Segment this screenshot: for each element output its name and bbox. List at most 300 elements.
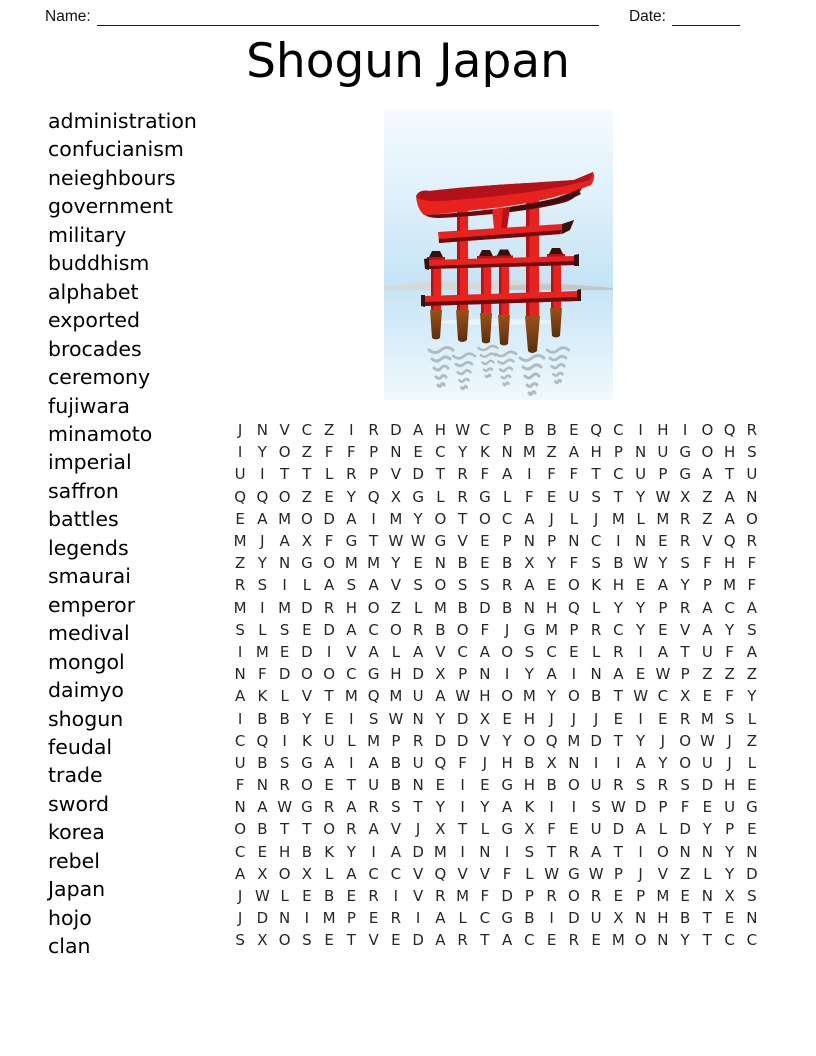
grid-letter: P: [369, 443, 379, 462]
grid-letter: Y: [502, 731, 512, 750]
grid-letter: V: [679, 620, 691, 639]
grid-letter: A: [279, 532, 290, 551]
grid-letter: T: [435, 465, 445, 484]
grid-letter: G: [434, 532, 447, 551]
grid-letter: M: [656, 887, 670, 906]
grid-letter: I: [282, 576, 287, 595]
grid-letter: I: [393, 887, 399, 906]
grid-letter: O: [567, 776, 580, 795]
word-bank-item: confucianism: [48, 137, 184, 162]
grid-letter: J: [237, 887, 243, 906]
grid-letter: A: [657, 576, 668, 595]
grid-letter: U: [234, 753, 246, 772]
grid-letter: E: [569, 820, 579, 839]
grid-letter: P: [658, 465, 668, 484]
grid-letter: D: [746, 864, 758, 883]
grid-letter: E: [658, 532, 668, 551]
grid-letter: P: [458, 665, 468, 684]
grid-letter: Q: [256, 731, 269, 750]
grid-letter: N: [746, 909, 758, 928]
grid-letter: X: [679, 687, 691, 706]
grid-letter: A: [435, 909, 446, 928]
grid-letter: V: [479, 731, 490, 750]
grid-letter: M: [433, 842, 447, 861]
grid-letter: N: [657, 931, 669, 950]
grid-letter: Q: [723, 421, 736, 440]
grid-letter: T: [369, 532, 379, 551]
grid-letter: I: [237, 443, 243, 462]
grid-letter: S: [635, 776, 646, 795]
grid-letter: V: [301, 687, 312, 706]
grid-letter: T: [725, 465, 735, 484]
grid-letter: A: [724, 487, 735, 506]
grid-letter: O: [278, 864, 291, 883]
grid-letter: T: [613, 842, 623, 861]
grid-letter: E: [346, 887, 357, 906]
grid-letter: M: [656, 509, 670, 528]
grid-letter: Y: [680, 576, 690, 595]
grid-letter: E: [480, 554, 490, 573]
grid-letter: O: [567, 576, 580, 595]
grid-letter: T: [591, 465, 601, 484]
grid-letter: R: [368, 798, 379, 817]
grid-letter: W: [277, 798, 293, 817]
grid-letter: V: [412, 864, 424, 883]
grid-letter: N: [390, 443, 402, 462]
grid-letter: G: [746, 798, 758, 817]
grid-letter: A: [435, 687, 446, 706]
grid-letter: Y: [302, 709, 312, 728]
grid-letter: J: [593, 709, 599, 728]
grid-letter: R: [323, 598, 335, 617]
grid-letter: U: [701, 753, 713, 772]
torii-gate-illustration: [384, 110, 613, 400]
grid-letter: B: [457, 598, 468, 617]
name-label: Name:: [45, 8, 91, 25]
grid-letter: Y: [636, 620, 646, 639]
grid-letter: L: [324, 864, 334, 883]
grid-letter: Z: [234, 554, 246, 573]
grid-letter: W: [410, 532, 426, 551]
grid-letter: Z: [301, 487, 313, 506]
grid-letter: P: [658, 798, 668, 817]
grid-letter: Q: [367, 487, 380, 506]
grid-letter: E: [546, 576, 557, 595]
grid-letter: Y: [680, 931, 690, 950]
grid-letter: M: [389, 509, 403, 528]
word-bank-item: emperor: [48, 592, 136, 617]
grid-letter: H: [434, 421, 447, 440]
grid-letter: S: [724, 709, 735, 728]
grid-letter: L: [347, 731, 356, 750]
grid-letter: I: [460, 776, 465, 795]
grid-letter: W: [544, 864, 560, 883]
grid-letter: H: [657, 421, 669, 440]
grid-letter: X: [301, 532, 313, 551]
grid-letter: I: [260, 465, 265, 484]
grid-letter: D: [323, 509, 335, 528]
grid-letter: S: [279, 620, 290, 639]
grid-letter: T: [280, 820, 290, 839]
grid-letter: P: [502, 532, 512, 551]
grid-letter: M: [233, 598, 247, 617]
grid-letter: J: [571, 709, 577, 728]
grid-letter: C: [613, 421, 624, 440]
grid-letter: R: [346, 465, 357, 484]
grid-letter: N: [635, 909, 647, 928]
grid-letter: M: [367, 554, 381, 573]
word-bank-item: military: [48, 222, 127, 247]
grid-letter: K: [591, 576, 602, 595]
grid-letter: I: [237, 642, 243, 661]
grid-letter: P: [502, 421, 512, 440]
grid-letter: R: [323, 798, 335, 817]
grid-letter: Y: [346, 487, 356, 506]
grid-letter: G: [479, 487, 491, 506]
grid-letter: O: [456, 620, 469, 639]
grid-letter: B: [546, 776, 557, 795]
grid-letter: C: [368, 620, 379, 639]
grid-letter: H: [345, 598, 358, 617]
grid-letter: A: [724, 509, 735, 528]
grid-letter: C: [590, 532, 602, 551]
grid-letter: X: [679, 487, 691, 506]
grid-letter: A: [501, 465, 513, 484]
word-search-grid: [229, 419, 763, 952]
grid-letter: S: [747, 887, 757, 906]
grid-letter: A: [501, 798, 513, 817]
grid-letter: O: [634, 931, 647, 950]
grid-letter: S: [591, 554, 601, 573]
grid-letter: R: [412, 620, 424, 639]
torii-gate-graphic: [384, 110, 613, 400]
grid-letter: L: [391, 642, 401, 661]
grid-letter: P: [547, 532, 557, 551]
grid-letter: G: [301, 753, 313, 772]
grid-letter: V: [390, 465, 401, 484]
grid-letter: N: [701, 842, 713, 861]
grid-letter: J: [415, 820, 421, 839]
grid-letter: R: [568, 931, 580, 950]
grid-letter: C: [724, 931, 735, 950]
grid-letter: R: [457, 465, 468, 484]
grid-letter: S: [591, 798, 601, 817]
grid-letter: U: [323, 731, 335, 750]
grid-letter: L: [324, 465, 334, 484]
grid-letter: G: [679, 443, 691, 462]
grid-letter: A: [257, 798, 268, 817]
grid-letter: Z: [702, 509, 713, 528]
grid-letter: J: [260, 532, 265, 551]
grid-letter: A: [590, 842, 602, 861]
grid-letter: D: [479, 598, 491, 617]
grid-letter: M: [611, 931, 625, 950]
grid-letter: X: [613, 909, 624, 928]
grid-letter: A: [368, 576, 379, 595]
grid-letter: N: [679, 842, 691, 861]
grid-letter: V: [457, 532, 468, 551]
grid-letter: Z: [679, 864, 691, 883]
grid-letter: F: [569, 465, 579, 484]
grid-letter: O: [300, 776, 313, 795]
grid-letter: Y: [636, 487, 646, 506]
grid-letter: P: [569, 620, 579, 639]
grid-letter: J: [660, 731, 666, 750]
grid-letter: L: [591, 598, 601, 617]
grid-letter: W: [655, 487, 671, 506]
grid-letter: M: [344, 687, 358, 706]
grid-letter: S: [524, 842, 535, 861]
grid-letter: N: [746, 842, 758, 861]
grid-letter: T: [547, 842, 557, 861]
grid-letter: J: [237, 909, 243, 928]
grid-letter: O: [523, 731, 536, 750]
grid-letter: U: [590, 820, 602, 839]
grid-letter: M: [700, 709, 714, 728]
grid-letter: C: [724, 598, 735, 617]
grid-letter: D: [612, 820, 625, 839]
grid-letter: C: [501, 509, 513, 528]
grid-letter: J: [593, 509, 599, 528]
grid-letter: P: [524, 887, 534, 906]
grid-letter: F: [680, 798, 690, 817]
grid-letter: Z: [702, 487, 713, 506]
grid-letter: A: [702, 465, 713, 484]
grid-letter: B: [257, 820, 268, 839]
grid-letter: N: [412, 776, 424, 795]
word-bank-item: hojo: [48, 905, 92, 930]
grid-letter: R: [346, 820, 357, 839]
grid-letter: B: [524, 753, 535, 772]
grid-letter: A: [501, 931, 513, 950]
grid-letter: E: [569, 421, 579, 440]
grid-letter: L: [413, 598, 423, 617]
grid-letter: N: [279, 909, 291, 928]
grid-letter: E: [413, 554, 423, 573]
grid-letter: E: [368, 909, 379, 928]
grid-letter: D: [412, 842, 424, 861]
grid-letter: S: [480, 576, 490, 595]
grid-letter: M: [233, 532, 247, 551]
grid-letter: B: [323, 887, 335, 906]
grid-letter: P: [702, 576, 712, 595]
grid-letter: A: [746, 642, 757, 661]
grid-letter: H: [657, 909, 669, 928]
grid-letter: S: [368, 709, 379, 728]
grid-letter: A: [435, 931, 446, 950]
grid-letter: H: [479, 687, 491, 706]
grid-letter: B: [590, 687, 602, 706]
grid-letter: U: [412, 753, 424, 772]
word-bank-item: trade: [48, 763, 103, 788]
grid-letter: A: [390, 842, 401, 861]
grid-letter: A: [412, 642, 424, 661]
grid-letter: O: [745, 509, 758, 528]
grid-letter: P: [658, 598, 668, 617]
grid-letter: D: [301, 598, 313, 617]
grid-letter: E: [569, 642, 579, 661]
grid-letter: L: [480, 820, 490, 839]
grid-letter: O: [701, 443, 714, 462]
grid-letter: S: [524, 642, 535, 661]
grid-letter: H: [723, 554, 736, 573]
grid-letter: J: [549, 709, 554, 728]
grid-letter: I: [616, 532, 621, 551]
grid-letter: W: [388, 532, 404, 551]
grid-letter: F: [525, 487, 534, 506]
grid-letter: N: [279, 554, 291, 573]
grid-letter: R: [613, 642, 624, 661]
grid-letter: N: [523, 532, 535, 551]
grid-letter: G: [301, 554, 313, 573]
grid-letter: C: [301, 421, 313, 440]
grid-letter: M: [522, 443, 536, 462]
grid-letter: Y: [658, 554, 668, 573]
grid-letter: O: [300, 665, 313, 684]
grid-letter: L: [258, 620, 267, 639]
grid-letter: B: [279, 709, 290, 728]
grid-letter: A: [635, 820, 646, 839]
grid-letter: D: [456, 731, 469, 750]
grid-letter: D: [412, 465, 424, 484]
grid-letter: C: [234, 731, 246, 750]
word-bank-item: smaurai: [48, 564, 131, 589]
grid-letter: K: [524, 798, 535, 817]
grid-letter: X: [546, 753, 557, 772]
grid-letter: A: [346, 864, 357, 883]
grid-letter: G: [501, 820, 513, 839]
grid-letter: O: [278, 931, 291, 950]
grid-letter: A: [412, 421, 424, 440]
grid-letter: D: [412, 931, 424, 950]
grid-letter: A: [323, 576, 335, 595]
grid-letter: D: [412, 665, 424, 684]
grid-letter: R: [679, 709, 691, 728]
grid-letter: N: [234, 665, 246, 684]
grid-letter: T: [280, 465, 290, 484]
grid-letter: N: [256, 776, 268, 795]
grid-letter: T: [346, 931, 356, 950]
grid-letter: Z: [546, 443, 557, 462]
word-bank-item: administration: [48, 109, 197, 133]
grid-letter: G: [301, 798, 313, 817]
grid-letter: H: [612, 576, 625, 595]
grid-letter: P: [636, 887, 646, 906]
grid-letter: I: [504, 842, 510, 861]
grid-letter: W: [633, 554, 649, 573]
grid-letter: O: [434, 576, 447, 595]
word-bank-list: [48, 107, 197, 961]
grid-letter: U: [724, 798, 736, 817]
grid-letter: W: [455, 421, 471, 440]
grid-letter: T: [480, 931, 490, 950]
grid-letter: A: [234, 687, 246, 706]
grid-letter: T: [413, 798, 423, 817]
grid-letter: I: [415, 909, 421, 928]
word-bank-item: rebel: [48, 848, 100, 873]
grid-letter: O: [323, 554, 336, 573]
grid-letter: E: [747, 820, 757, 839]
grid-letter: C: [479, 421, 491, 440]
grid-letter: A: [746, 598, 757, 617]
grid-letter: T: [458, 820, 468, 839]
grid-letter: R: [746, 421, 758, 440]
grid-letter: J: [237, 421, 243, 440]
grid-letter: R: [546, 887, 557, 906]
grid-letter: Y: [547, 554, 557, 573]
grid-letter: D: [456, 709, 469, 728]
grid-letter: I: [282, 731, 287, 750]
grid-letter: E: [480, 776, 490, 795]
grid-letter: V: [412, 887, 424, 906]
grid-letter: W: [699, 731, 715, 750]
grid-letter: F: [458, 753, 467, 772]
grid-letter: Y: [725, 864, 735, 883]
grid-letter: O: [278, 443, 291, 462]
grid-letter: M: [322, 909, 336, 928]
grid-letter: R: [746, 532, 758, 551]
grid-letter: T: [613, 731, 623, 750]
grid-letter: C: [524, 931, 535, 950]
word-bank-item: exported: [48, 308, 141, 333]
grid-letter: H: [545, 598, 558, 617]
grid-letter: L: [525, 864, 534, 883]
grid-letter: A: [346, 620, 357, 639]
grid-letter: Y: [391, 554, 401, 573]
grid-letter: N: [635, 532, 647, 551]
grid-letter: B: [301, 842, 313, 861]
grid-letter: C: [613, 620, 624, 639]
grid-letter: C: [657, 687, 669, 706]
grid-letter: S: [457, 576, 468, 595]
grid-letter: H: [523, 709, 536, 728]
grid-letter: V: [702, 532, 713, 551]
grid-letter: M: [367, 731, 381, 750]
grid-letter: F: [480, 620, 490, 639]
water: [384, 290, 613, 400]
grid-letter: L: [658, 820, 668, 839]
grid-letter: Y: [547, 687, 557, 706]
grid-letter: D: [256, 909, 269, 928]
center-strut: [492, 207, 510, 229]
grid-letter: X: [435, 665, 446, 684]
grid-letter: G: [568, 864, 580, 883]
grid-letter: R: [590, 887, 602, 906]
grid-letter: A: [702, 598, 713, 617]
grid-letter: H: [501, 753, 513, 772]
word-bank-item: minamoto: [48, 421, 153, 446]
grid-letter: N: [523, 598, 535, 617]
grid-letter: E: [324, 931, 334, 950]
grid-letter: S: [680, 776, 690, 795]
grid-letter: P: [369, 465, 379, 484]
grid-letter: Y: [613, 598, 623, 617]
grid-letter: N: [412, 709, 424, 728]
grid-letter: E: [546, 931, 557, 950]
grid-letter: M: [611, 509, 625, 528]
grid-letter: U: [701, 642, 713, 661]
grid-letter: Y: [658, 753, 668, 772]
grid-letter: E: [413, 443, 423, 462]
grid-letter: W: [254, 887, 270, 906]
grid-letter: X: [390, 487, 402, 506]
grid-letter: T: [302, 820, 312, 839]
grid-letter: N: [701, 887, 713, 906]
grid-letter: W: [455, 687, 471, 706]
grid-letter: B: [457, 554, 468, 573]
word-bank-item: neieghbours: [48, 165, 176, 190]
grid-letter: N: [256, 421, 268, 440]
